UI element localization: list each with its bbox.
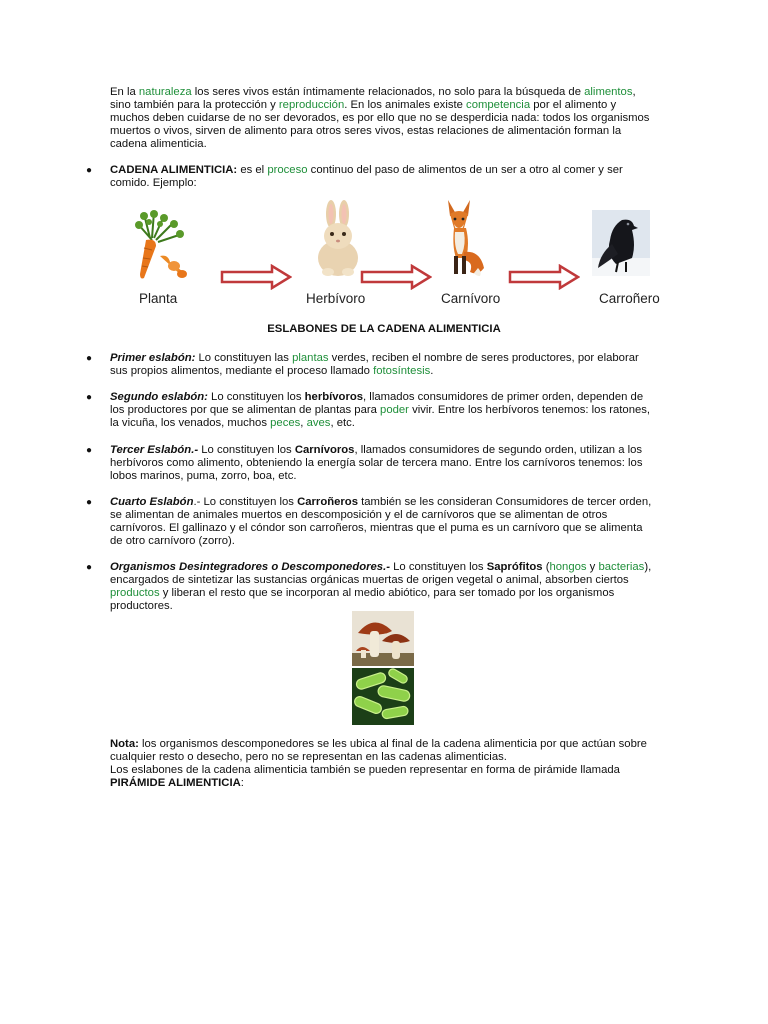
rabbit-icon	[316, 200, 362, 278]
carnivoros-term: Carnívoros	[294, 444, 355, 456]
chain-label-herbivoro: Herbívoro	[306, 291, 366, 306]
primer-eslabon-heading: Primer eslabón:	[110, 352, 196, 364]
link-plantas[interactable]: plantas	[292, 352, 329, 364]
primer-text-3: .	[430, 365, 434, 377]
carrot-icon	[130, 208, 192, 280]
fox-icon	[440, 196, 488, 280]
bullet-icon: ●	[86, 165, 93, 176]
cadena-text-1: es el	[237, 164, 268, 176]
cadena-text-2: continuo del paso de alimentos de un ser a otro al comer y ser comido. Ejemplo:	[110, 164, 623, 189]
link-fotosintesis[interactable]: fotosíntesis	[373, 365, 431, 377]
carnivore-image	[440, 196, 488, 280]
bullet-icon: ●	[86, 392, 93, 403]
right-arrow-icon	[220, 264, 292, 290]
organismos-text-2: (	[542, 561, 550, 573]
link-aves[interactable]: aves	[306, 417, 331, 429]
organismos-text-1: Lo constituyen los	[389, 561, 487, 573]
intro-text-4: . En los animales existe	[344, 99, 467, 111]
scavenger-image	[592, 210, 650, 276]
mushroom-image	[352, 611, 414, 666]
nota-heading: Nota:	[110, 738, 139, 750]
right-arrow-icon	[360, 264, 432, 290]
organismos-text-4: ), encargados de sintetizar las sustancias orgánicas muertas de origen vegetal o animal, absorben ciertos	[110, 561, 652, 586]
intro-text-5: por el alimento y muchos deben cuidarse de no ser devorados, es por ello que no se desperdicia nada: todos los organismos muertos o vivos, sirven de alimento para otros seres vivos, estas relaciones de alimentación forman la cadena alimenticia.	[110, 99, 650, 150]
nota-text-3: :	[240, 777, 244, 789]
segundo-text-5: , etc.	[330, 417, 355, 429]
tercer-text-2: , llamados consumidores de segundo orden, utilizan a los herbívoros como alimento, obteniendo la energía solar de tercera mano. Entre los carnívoros tenemos: los lobos marinos, puma, zorro, boa, etc.	[110, 444, 643, 482]
link-poder[interactable]: poder	[380, 404, 409, 416]
primer-text-1: Lo constituyen las	[195, 352, 293, 364]
chain-label-carronero: Carroñero	[599, 291, 660, 306]
bullet-icon: ●	[86, 497, 93, 508]
tercer-eslabon-paragraph	[110, 444, 658, 483]
cuarto-text-1: .- Lo constituyen los	[193, 496, 298, 508]
saprofitos-term: Saprófitos	[486, 561, 543, 573]
carroneros-term: Carroñeros	[297, 496, 358, 508]
right-arrow-icon	[508, 264, 580, 290]
cuarto-text-2: también se les consideran Consumidores de tercer orden, se alimentan de animales muertos en descomposición y el de carnívoros que se alimentan de otros carnívoros. El gallinazo y el cóndor son carroñeros, mientras que el puma es un carnívoro que se alimenta de otro carnívoro (zorro).	[110, 496, 652, 547]
bullet-icon: ●	[86, 562, 93, 573]
link-reproduccion[interactable]: reproducción	[278, 99, 345, 111]
chain-label-carnivoro: Carnívoro	[441, 291, 501, 306]
nota-text-2: Los eslabones de la cadena alimenticia también se pueden representar en forma de pirámide llamada	[110, 764, 620, 776]
food-chain-diagram	[110, 200, 680, 315]
crow-icon	[592, 210, 650, 276]
link-proceso[interactable]: proceso	[267, 164, 308, 176]
segundo-text-3: vivir. Entre los herbívoros tenemos: los ratones, la vicuña, los venados, muchos	[110, 404, 651, 429]
segundo-text-4: ,	[300, 417, 307, 429]
link-naturaleza[interactable]: naturaleza	[138, 86, 192, 98]
bullet-icon: ●	[86, 445, 93, 456]
primer-text-2: verdes, reciben el nombre de seres productores, por elaborar sus propios alimentos, mediante el proceso llamado	[110, 352, 639, 377]
bullet-icon: ●	[86, 353, 93, 364]
primer-eslabon-paragraph	[110, 352, 658, 378]
segundo-text-1: Lo constituyen los	[207, 391, 305, 403]
link-hongos[interactable]: hongos	[549, 561, 587, 573]
intro-text-1: En la	[110, 86, 139, 98]
link-productos[interactable]: productos	[110, 587, 160, 599]
organismos-text-5: y liberan el resto que se incorporan al medio abiótico, para ser tomado por los organismos productores.	[110, 587, 615, 612]
mushroom-icon	[352, 611, 414, 666]
plant-image	[130, 208, 192, 280]
herbivoros-term: herbívoros	[304, 391, 364, 403]
intro-text-2: los seres vivos están íntimamente relacionados, no solo para la búsqueda de	[191, 86, 585, 98]
tercer-text-1: Lo constituyen los	[198, 444, 295, 456]
link-alimentos[interactable]: alimentos	[584, 86, 633, 98]
segundo-eslabon-heading: Segundo eslabón:	[110, 391, 208, 403]
tercer-eslabon-heading: Tercer Eslabón.-	[110, 444, 199, 456]
bacteria-icon	[352, 668, 414, 725]
herbivore-image	[316, 200, 362, 278]
chain-label-planta: Planta	[139, 291, 178, 306]
nota-paragraph	[110, 738, 658, 790]
link-bacterias[interactable]: bacterias	[598, 561, 645, 573]
bacteria-image	[352, 668, 414, 725]
intro-paragraph	[110, 86, 658, 151]
link-peces[interactable]: peces	[270, 417, 301, 429]
cuarto-eslabon-heading: Cuarto Eslabón	[110, 496, 194, 508]
cuarto-eslabon-paragraph	[110, 496, 658, 548]
organismos-text-3: y	[586, 561, 599, 573]
link-competencia[interactable]: competencia	[466, 99, 531, 111]
section-title: ESLABONES DE LA CADENA ALIMENTICIA	[267, 323, 501, 335]
organismos-heading: Organismos Desintegradores o Descomponedores.-	[110, 561, 390, 573]
nota-text-1: los organismos descomponedores se les ubica al final de la cadena alimenticia por que actúan sobre cualquier resto o desecho, pero no se representan en las cadenas alimenticias.	[110, 738, 647, 763]
segundo-eslabon-paragraph	[110, 391, 658, 430]
cadena-paragraph	[110, 164, 658, 190]
segundo-text-2: , llamados consumidores de primer orden, dependen de los productores por que se alimentan de plantas para	[110, 391, 644, 416]
piramide-term: PIRÁMIDE ALIMENTICIA	[110, 777, 241, 789]
cadena-heading: CADENA ALIMENTICIA:	[110, 164, 238, 176]
organismos-paragraph	[110, 561, 658, 613]
intro-text-3: , sino también para la protección y	[110, 86, 636, 111]
